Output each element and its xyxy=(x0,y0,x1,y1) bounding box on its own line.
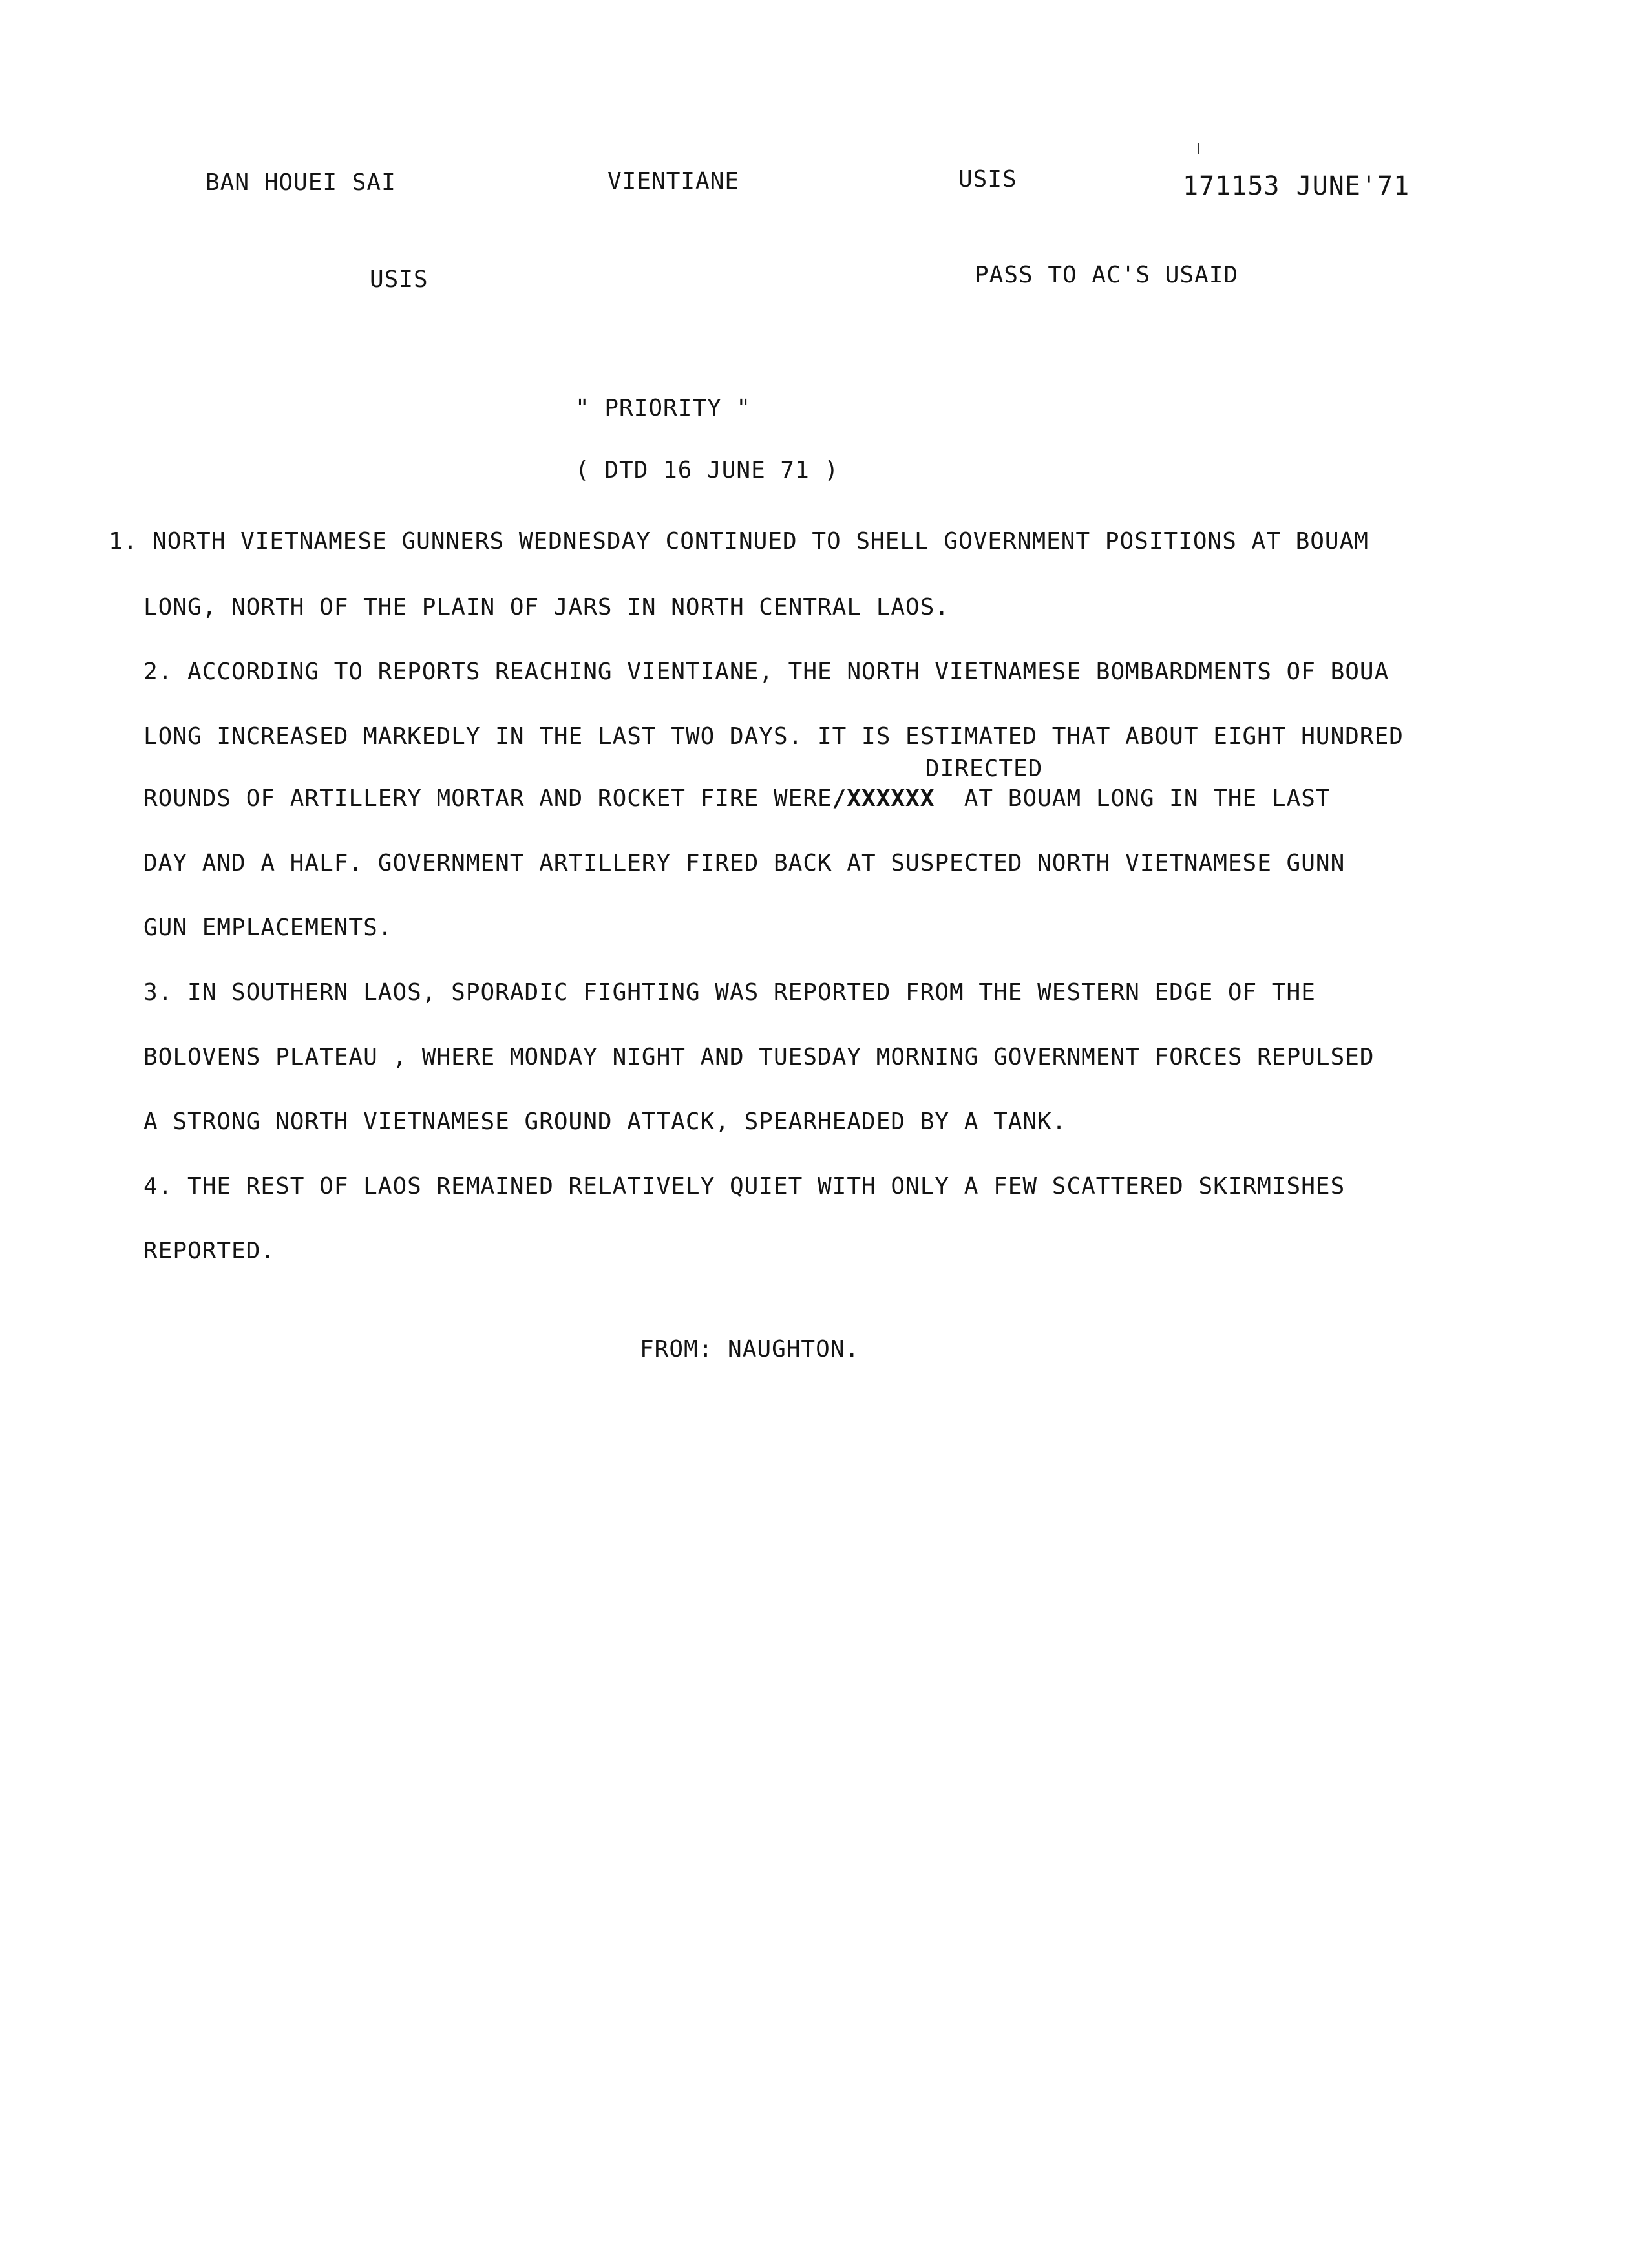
header-origin: BAN HOUEI SAI xyxy=(206,169,396,196)
line-3-after: AT BOUAM LONG IN THE LAST xyxy=(964,785,1331,812)
paragraph-2-line-1: 2. ACCORDING TO REPORTS REACHING VIENTIANE, THE NORTH VIETNAMESE BOMBARDMENTS OF BOUA xyxy=(143,659,1389,685)
paragraph-4-line-1: 4. THE REST OF LAOS REMAINED RELATIVELY QUIET WITH ONLY A FEW SCATTERED SKIRMISHES xyxy=(143,1173,1346,1200)
dated-label: ( DTD 16 JUNE 71 ) xyxy=(575,457,840,483)
header-sender-agency: USIS xyxy=(370,266,428,293)
paragraph-2-line-2: LONG INCREASED MARKEDLY IN THE LAST TWO DAYS. IT IS ESTIMATED THAT ABOUT EIGHT HUNDRED xyxy=(143,723,1404,750)
header-destination: VIENTIANE xyxy=(607,168,740,195)
line-3-before: ROUNDS OF ARTILLERY MORTAR AND ROCKET FIRE WERE xyxy=(143,785,832,812)
typed-insertion: DIRECTED xyxy=(925,756,1043,782)
signature-line: FROM: NAUGHTON. xyxy=(640,1336,860,1362)
paragraph-1-line-1: 1. NORTH VIETNAMESE GUNNERS WEDNESDAY CONTINUED TO SHELL GOVERNMENT POSITIONS AT BOUAM xyxy=(109,528,1369,555)
header-routing: PASS TO AC'S USAID xyxy=(975,262,1239,288)
paragraph-3-line-2: BOLOVENS PLATEAU , WHERE MONDAY NIGHT AND TUESDAY MORNING GOVERNMENT FORCES REPULSED xyxy=(143,1044,1375,1070)
precedence-label: " PRIORITY " xyxy=(575,395,752,421)
stray-mark xyxy=(1198,143,1199,154)
header-agency: USIS xyxy=(958,166,1017,193)
paragraph-2-line-4: DAY AND A HALF. GOVERNMENT ARTILLERY FIRED BACK AT SUSPECTED NORTH VIETNAMESE GUNN xyxy=(143,850,1346,876)
header-date-time-group: 171153 JUNE'71 xyxy=(1183,171,1410,201)
paragraph-4-line-2: REPORTED. xyxy=(143,1238,276,1264)
paragraph-2-line-5: GUN EMPLACEMENTS. xyxy=(143,915,393,941)
paragraph-3-line-3: A STRONG NORTH VIETNAMESE GROUND ATTACK, SPEARHEADED BY A TANK. xyxy=(143,1108,1067,1135)
paragraph-2-line-3 xyxy=(143,787,1331,811)
struck-out-text: /XXXXXX xyxy=(832,785,935,812)
paragraph-3-line-1: 3. IN SOUTHERN LAOS, SPORADIC FIGHTING WAS REPORTED FROM THE WESTERN EDGE OF THE xyxy=(143,979,1316,1006)
paragraph-1-line-2: LONG, NORTH OF THE PLAIN OF JARS IN NORTH CENTRAL LAOS. xyxy=(143,594,950,620)
